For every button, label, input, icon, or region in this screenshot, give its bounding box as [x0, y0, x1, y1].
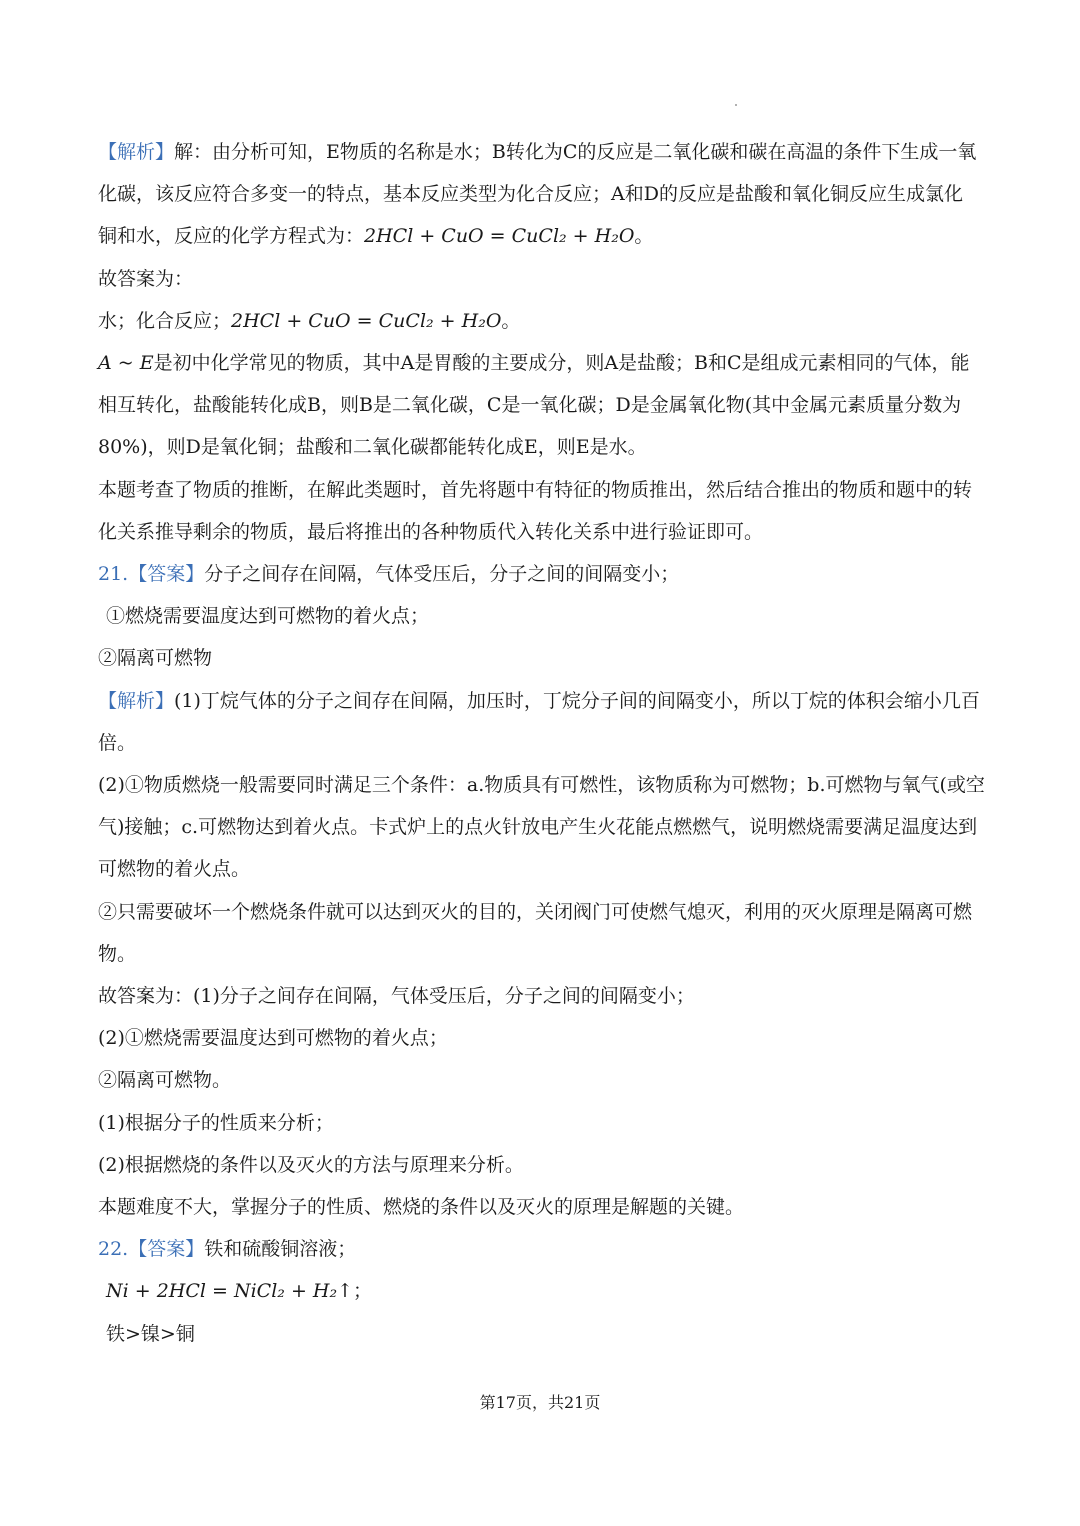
line-text: (2)①燃烧需要温度达到可燃物的着火点；: [98, 1027, 448, 1050]
text-line: [98, 307, 520, 335]
math-expression: A ~ E: [98, 352, 154, 374]
text-line: [98, 1235, 356, 1263]
text-line: [98, 729, 136, 757]
text-line: [98, 476, 972, 504]
line-text: 气)接触；c.可燃物达到着火点。卡式炉上的点火针放电产生火花能点燃燃气，说明燃烧需要满足温度达到: [98, 816, 978, 839]
line-text: 故答案为：: [98, 267, 194, 290]
line-text: ②隔离可燃物: [98, 647, 213, 670]
line-text: 水；化合反应；: [98, 309, 232, 332]
line-text: 倍。: [98, 731, 137, 754]
section-tag: 【解析】: [98, 689, 175, 712]
math-expression: 2HCl + CuO = CuCl₂ + H₂O: [231, 309, 502, 332]
line-text: 物。: [98, 942, 137, 965]
text-line: [98, 560, 679, 588]
section-tag: 21.【答案】: [98, 563, 205, 585]
text-line: [98, 940, 136, 968]
math-expression: Ni + 2HCl = NiCl₂ + H₂↑: [106, 1280, 354, 1303]
text-line: [98, 349, 970, 377]
text-line: [98, 433, 647, 461]
text-line: [98, 1151, 524, 1179]
text-line: [98, 687, 980, 715]
line-text: 铜和水，反应的化学方程式为：: [98, 225, 365, 248]
line-text: 相互转化，盐酸能转化成B，则B是二氧化碳，C是一氧化碳；D是金属氧化物(其中金属元素质量分数为: [98, 394, 962, 417]
page-footer: 第17页，共21页: [479, 1393, 601, 1412]
line-suffix: 。: [634, 225, 654, 248]
line-text: 铁和硫酸铜溶液；: [204, 1238, 357, 1261]
line-text: 分子之间存在间隔，气体受压后，分子之间的间隔变小；: [204, 563, 680, 585]
line-text: 本题考查了物质的推断，在解此类题时，首先将题中有特征的物质推出，然后结合推出的物质和题中的转: [98, 478, 973, 501]
text-line: [98, 1066, 231, 1094]
text-line: [98, 391, 961, 419]
text-line: [98, 180, 963, 208]
text-line: [98, 644, 212, 672]
line-suffix: ；: [353, 1280, 373, 1303]
line-text: ②隔离可燃物。: [98, 1069, 232, 1092]
line-text: 化碳，该反应符合多变一的特点，基本反应类型为化合反应；A和D的反应是盐酸和氧化铜反应生成氯化: [98, 183, 963, 206]
math-expression: 2HCl + CuO = CuCl₂ + H₂O: [364, 225, 635, 248]
text-line: [98, 1193, 744, 1221]
line-text: ②只需要破坏一个燃烧条件就可以达到灭火的目的，关闭阀门可使燃气熄灭，利用的灭火原理是隔离可燃: [98, 900, 973, 923]
line-text: 铁>镍>铜: [106, 1322, 195, 1345]
text-line: [98, 518, 763, 546]
text-line: [106, 1320, 195, 1348]
line-text: 解：由分析可知，E物质的名称是水；B转化为C的反应是二氧化碳和碳在高温的条件下生成一氧: [174, 141, 977, 163]
line-text: ①燃烧需要温度达到可燃物的着火点；: [106, 605, 430, 628]
line-text: 80%)，则D是氧化铜；盐酸和二氧化碳都能转化成E，则E是水。: [98, 436, 647, 459]
text-line: [98, 771, 985, 799]
line-text: 化关系推导剩余的物质，最后将推出的各种物质代入转化关系中进行验证即可。: [98, 520, 764, 543]
line-suffix: 。: [501, 309, 521, 332]
text-line: [98, 222, 653, 250]
text-line: [98, 855, 250, 883]
text-line: [98, 898, 972, 926]
text-line: [98, 813, 977, 841]
text-line: [106, 602, 429, 630]
line-text: (1)丁烷气体的分子之间存在间隔，加压时，丁烷分子间的间隔变小，所以丁烷的体积会缩小几百: [174, 689, 980, 712]
line-text: 可燃物的着火点。: [98, 858, 251, 881]
line-text: 故答案为：(1)分子之间存在间隔，气体受压后，分子之间的间隔变小；: [98, 985, 695, 1007]
line-text: (2)根据燃烧的条件以及灭火的方法与原理来分析。: [98, 1153, 524, 1176]
line-text: 本题难度不大，掌握分子的性质、燃烧的条件以及灭火的原理是解题的关键。: [98, 1196, 745, 1218]
text-line: [98, 265, 193, 293]
text-line: [98, 982, 695, 1010]
line-text: (2)①物质燃烧一般需要同时满足三个条件：a.物质具有可燃性，该物质称为可燃物；b.可燃物与氧气(或空: [98, 774, 985, 796]
text-line: [98, 138, 976, 166]
line-text: (1)根据分子的性质来分析；: [98, 1111, 334, 1134]
section-tag: 【解析】: [98, 141, 175, 163]
text-line: [98, 1109, 334, 1137]
section-tag: 22.【答案】: [98, 1238, 205, 1261]
text-line: [98, 1024, 448, 1052]
line-text: 是初中化学常见的物质，其中A是胃酸的主要成分，则A是盐酸；B和C是组成元素相同的气体，能: [153, 352, 970, 374]
text-line: [106, 1277, 372, 1305]
scan-speck: [735, 104, 737, 106]
